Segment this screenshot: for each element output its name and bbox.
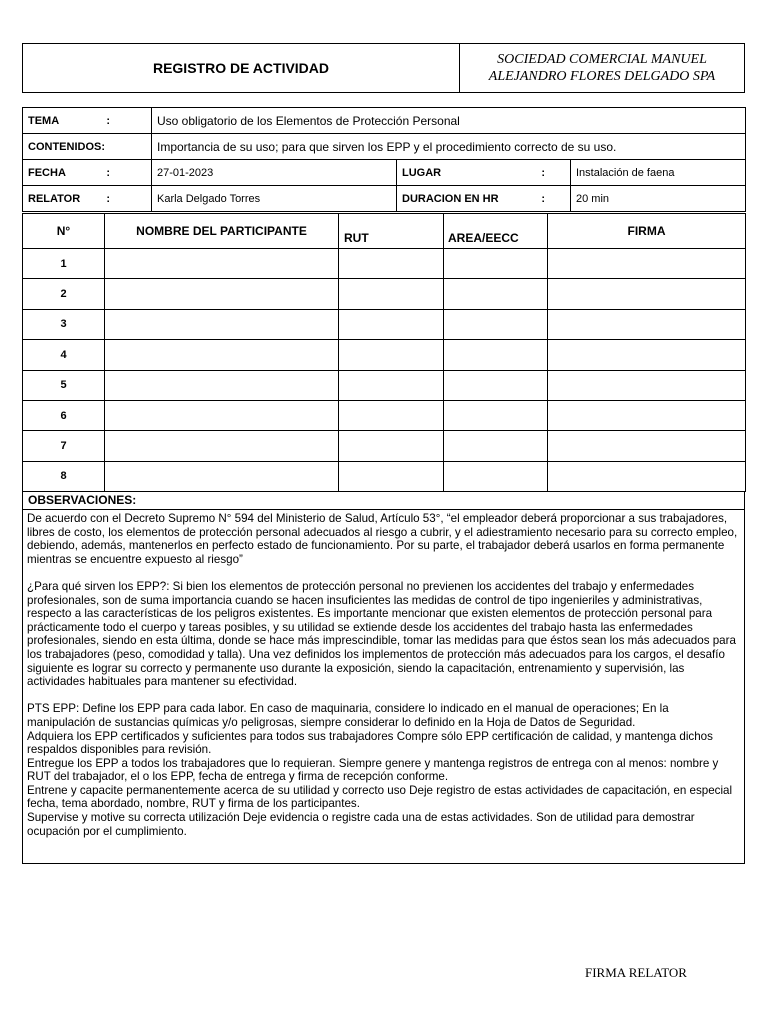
participants-table <box>22 213 746 492</box>
participant-area-cell[interactable] <box>444 340 548 370</box>
observaciones-paragraph: Entregue los EPP a todos los trabajadores que lo requieran. Siempre genere y mantenga registros de entrega con al menos: nombre y RUT del trabajador, el o los EPP, fecha de entrega y firma de recepción conforme. <box>27 756 719 784</box>
fecha-value: 27-01-2023 <box>152 160 397 186</box>
document-title: REGISTRO DE ACTIVIDAD <box>23 44 460 92</box>
observaciones-paragraph: Adquiera los EPP certificados y suficientes para todos sus trabajadores Compre sólo EPP certificación de calidad, y mantenga dichos respaldos disponibles para revisión. <box>27 729 713 757</box>
observaciones-paragraph: Supervise y motive su correcta utilización Deje evidencia o registre cada una de estas actividades. Son de utilidad para demostrar ocupación por el cumplimiento. <box>27 811 695 838</box>
participant-rut-cell[interactable] <box>339 340 444 370</box>
participant-rut-cell[interactable] <box>339 400 444 430</box>
participant-name-cell[interactable] <box>105 249 339 279</box>
duracion-value: 20 min <box>571 186 746 212</box>
info-row-contenidos <box>23 134 746 160</box>
participant-area-cell[interactable] <box>444 400 548 430</box>
participant-row <box>23 370 746 400</box>
participant-firma-cell[interactable] <box>548 400 746 430</box>
company-name-line1: SOCIEDAD COMERCIAL MANUEL <box>497 52 707 67</box>
lugar-label: LUGAR : <box>397 160 571 186</box>
tema-value: Uso obligatorio de los Elementos de Protección Personal <box>152 108 746 134</box>
participant-firma-cell[interactable] <box>548 249 746 279</box>
observaciones-section <box>22 491 745 864</box>
tema-label: TEMA : <box>23 108 152 134</box>
participant-rut-cell[interactable] <box>339 279 444 309</box>
col-header-numero: N° <box>23 214 105 249</box>
participant-row <box>23 249 746 279</box>
participant-number: 7 <box>23 431 105 461</box>
col-header-nombre: NOMBRE DEL PARTICIPANTE <box>105 214 339 249</box>
participant-name-cell[interactable] <box>105 340 339 370</box>
participant-rut-cell[interactable] <box>339 249 444 279</box>
duracion-label: DURACION EN HR : <box>397 186 571 212</box>
participant-number: 5 <box>23 370 105 400</box>
document-header <box>22 43 745 93</box>
participant-firma-cell[interactable] <box>548 461 746 491</box>
participant-number: 1 <box>23 249 105 279</box>
observaciones-title: OBSERVACIONES: <box>23 492 744 510</box>
lugar-value: Instalación de faena <box>571 160 746 186</box>
participant-firma-cell[interactable] <box>548 340 746 370</box>
participant-firma-cell[interactable] <box>548 309 746 339</box>
participant-rut-cell[interactable] <box>339 370 444 400</box>
fecha-label: FECHA : <box>23 160 152 186</box>
participant-rut-cell[interactable] <box>339 309 444 339</box>
info-row-relator <box>23 186 746 212</box>
participant-name-cell[interactable] <box>105 309 339 339</box>
participant-row <box>23 461 746 491</box>
col-header-area: AREA/EECC <box>444 214 548 249</box>
info-row-fecha <box>23 160 746 186</box>
participant-number: 4 <box>23 340 105 370</box>
participant-number: 2 <box>23 279 105 309</box>
participant-row <box>23 309 746 339</box>
participant-area-cell[interactable] <box>444 461 548 491</box>
contenidos-label: CONTENIDOS: <box>23 134 152 160</box>
observaciones-body <box>23 510 744 840</box>
participant-row <box>23 340 746 370</box>
relator-label: RELATOR : <box>23 186 152 212</box>
participant-name-cell[interactable] <box>105 279 339 309</box>
observaciones-paragraph: De acuerdo con el Decreto Supremo N° 594 del Ministerio de Salud, Artículo 53°, “el empleador deberá proporcionar a sus trabajadores, libres de costo, los elementos de protección personal adecuados al riesgo a cubrir, y el adiestramiento necesario para su correcto empleo, debiendo, además, mantenerlos en perfecto estado de funcionamiento. Por su parte, el trabajador deberá usarlos en forma permanente mientras se encuentre expuesto al riesgo” <box>27 512 738 566</box>
info-row-tema <box>23 108 746 134</box>
participant-area-cell[interactable] <box>444 431 548 461</box>
participant-name-cell[interactable] <box>105 370 339 400</box>
participant-row <box>23 400 746 430</box>
participant-firma-cell[interactable] <box>548 279 746 309</box>
participant-area-cell[interactable] <box>444 370 548 400</box>
firma-relator-label: FIRMA RELATOR <box>585 965 687 980</box>
participant-name-cell[interactable] <box>105 400 339 430</box>
activity-info-table <box>22 107 746 212</box>
observaciones-paragraph: PTS EPP: Define los EPP para cada labor. En caso de maquinaria, considere lo indicado en el manual de operaciones; En la manipulación de sustancias químicas y/o peligrosas, siempre considerar lo definido en la Hoja de Datos de Seguridad. <box>27 702 669 729</box>
participant-number: 3 <box>23 309 105 339</box>
participant-name-cell[interactable] <box>105 431 339 461</box>
participant-number: 6 <box>23 400 105 430</box>
company-name-line2: ALEJANDRO FLORES DELGADO SPA <box>488 69 716 84</box>
participant-number: 8 <box>23 461 105 491</box>
participants-header-row <box>23 214 746 249</box>
observaciones-paragraph: ¿Para qué sirven los EPP?: Si bien los elementos de protección personal no previenen los accidentes del trabajo y enfermedades profesionales, son de suma importancia cuando se hacen insuficientes las medidas de control de tipo ingenieriles y administrativas, respecto a las características de los peligros existentes. Es importante mencionar que existen elementos de protección personal para prácticamente todo el cuerpo y tareas posibles, y su utilidad se extiende desde los accidentes del trabajo hasta las enfermedades profesionales, siendo en esta última, donde se hace más imprescindible, tomar las medidas para que éstos sean los más adecuados para los trabajadores (peso, comodidad y talla). Una vez definidos los implementos de protección más adecuados para los cargos, el desafío siguiente es lograr su correcto y permanente uso durante la exposición, siendo la capacitación, entrenamiento y supervisión, las actividades habituales para mantener su efectividad. <box>27 579 736 689</box>
contenidos-value: Importancia de su uso; para que sirven los EPP y el procedimiento correcto de su uso. <box>152 134 746 160</box>
col-header-firma: FIRMA <box>548 214 746 249</box>
participant-row <box>23 279 746 309</box>
participant-area-cell[interactable] <box>444 249 548 279</box>
participant-rut-cell[interactable] <box>339 461 444 491</box>
participant-rut-cell[interactable] <box>339 431 444 461</box>
company-name <box>460 44 744 92</box>
observaciones-paragraph: Entrene y capacite permanentemente acerca de su utilidad y correcto uso Deje registro de estas actividades de capacitación, en especial fecha, tema abordado, nombre, RUT y firma de los participantes. <box>27 783 733 811</box>
participant-firma-cell[interactable] <box>548 431 746 461</box>
participant-name-cell[interactable] <box>105 461 339 491</box>
col-header-rut: RUT <box>339 214 444 249</box>
participant-area-cell[interactable] <box>444 309 548 339</box>
participant-firma-cell[interactable] <box>548 370 746 400</box>
participant-row <box>23 431 746 461</box>
relator-value: Karla Delgado Torres <box>152 186 397 212</box>
participant-area-cell[interactable] <box>444 279 548 309</box>
